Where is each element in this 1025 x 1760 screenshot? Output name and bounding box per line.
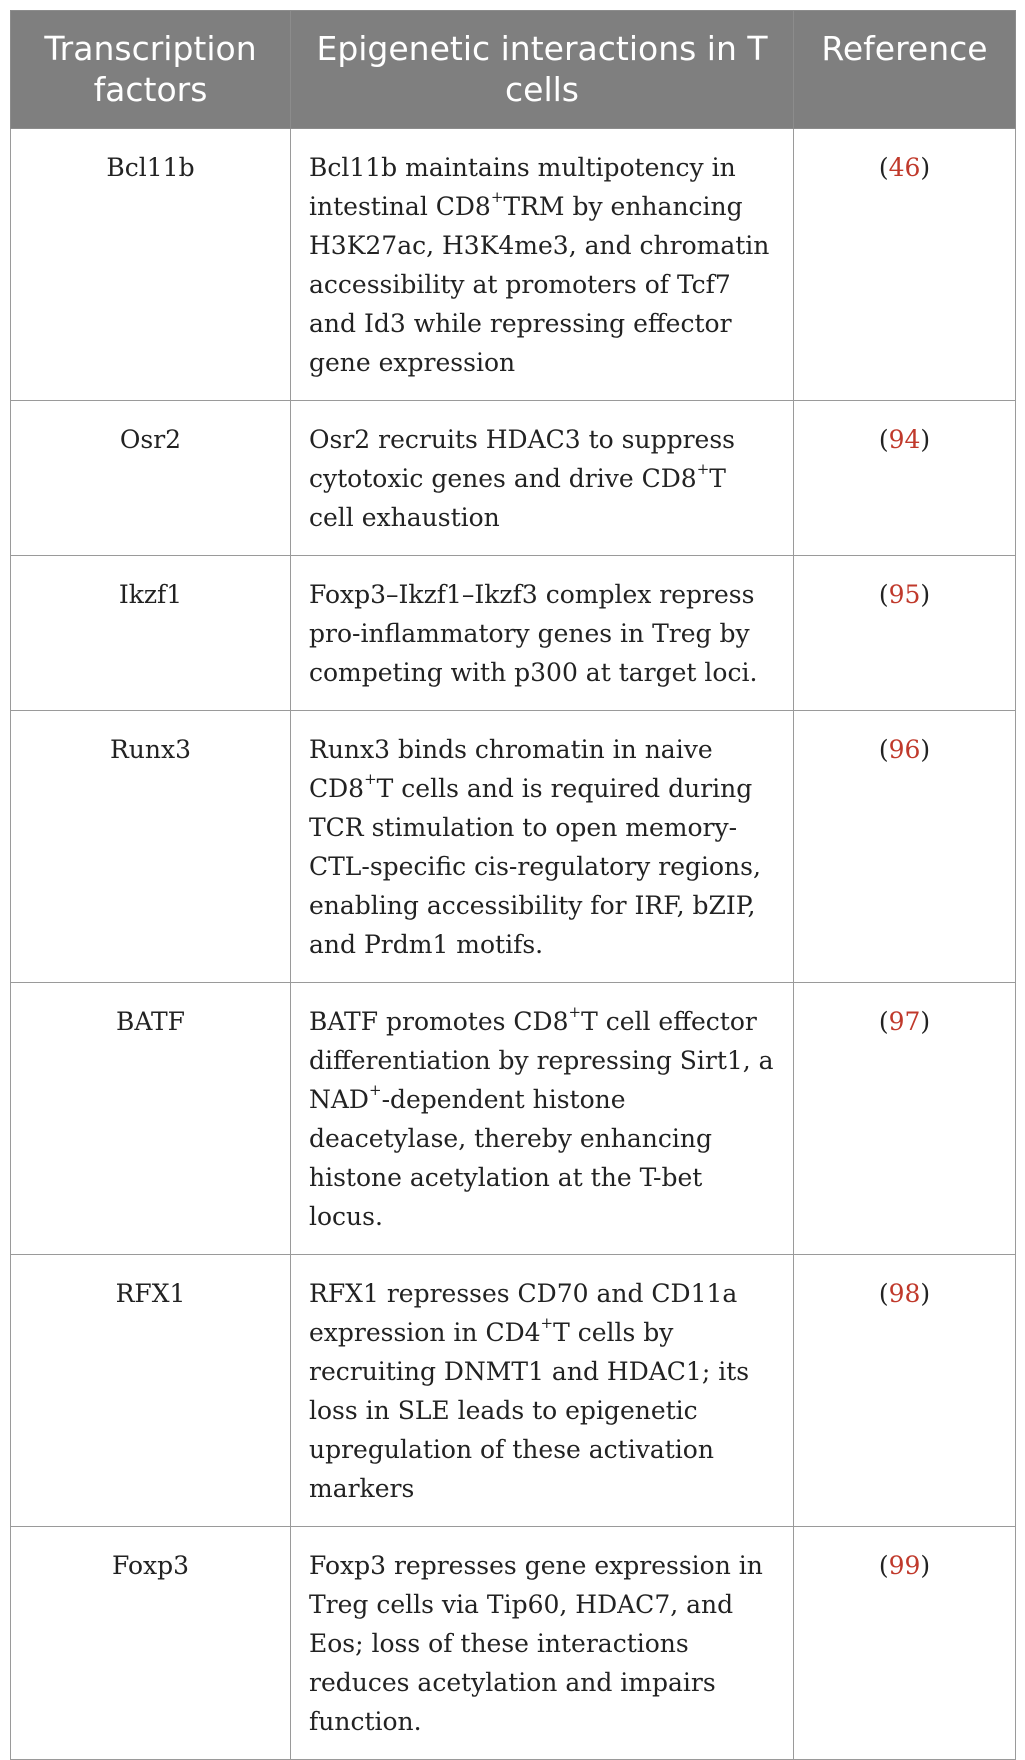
paren-close: )	[920, 1551, 931, 1580]
superscript: +	[490, 187, 504, 206]
table-row	[11, 711, 1016, 983]
transcription-factor-cell: Osr2	[11, 401, 291, 556]
table-row	[11, 401, 1016, 556]
paren-open: (	[878, 735, 889, 764]
paren-close: )	[920, 1279, 931, 1308]
paren-open: (	[878, 1551, 889, 1580]
transcription-factor-cell: Bcl11b	[11, 129, 291, 401]
table-row	[11, 129, 1016, 401]
transcription-factor-cell: Foxp3	[11, 1527, 291, 1760]
description-text: T cell effector differentiation by repressing Sirt1, a NAD	[309, 1007, 774, 1114]
paren-open: (	[878, 1279, 889, 1308]
superscript: +	[696, 459, 710, 478]
paren-close: )	[920, 425, 931, 454]
reference-link[interactable]: 46	[888, 153, 921, 182]
reference-link[interactable]: 97	[888, 1007, 921, 1036]
description-cell	[291, 983, 794, 1255]
description-cell	[291, 401, 794, 556]
paren-close: )	[920, 1007, 931, 1036]
transcription-factor-cell: Ikzf1	[11, 556, 291, 711]
description-cell	[291, 1527, 794, 1760]
paren-open: (	[878, 580, 889, 609]
header-row	[11, 11, 1016, 129]
superscript: +	[540, 1313, 554, 1332]
description-cell	[291, 556, 794, 711]
table-row	[11, 556, 1016, 711]
description-cell	[291, 1255, 794, 1527]
reference-link[interactable]: 99	[888, 1551, 921, 1580]
table-row	[11, 1255, 1016, 1527]
description-text: Runx3 binds chromatin in naive CD8	[309, 735, 713, 803]
reference-cell	[794, 556, 1016, 711]
description-text: T cells and is required during TCR stimulation to open memory-CTL-specific cis-regulatory regions, enabling accessibility for IRF, bZIP, and Prdm1 motifs.	[309, 774, 761, 959]
paren-close: )	[920, 580, 931, 609]
table-row	[11, 1527, 1016, 1760]
paren-open: (	[878, 1007, 889, 1036]
description-text: T cells by recruiting DNMT1 and HDAC1; its loss in SLE leads to epigenetic upregulation of these activation markers	[309, 1318, 750, 1503]
table-row	[11, 983, 1016, 1255]
description-text: Osr2 recruits HDAC3 to suppress cytotoxic genes and drive CD8	[309, 425, 736, 493]
paren-close: )	[920, 153, 931, 182]
description-cell	[291, 129, 794, 401]
transcription-factor-cell: RFX1	[11, 1255, 291, 1527]
reference-cell	[794, 983, 1016, 1255]
description-cell	[291, 711, 794, 983]
epigenetic-interactions-table	[10, 10, 1016, 1760]
description-text: TRM by enhancing H3K27ac, H3K4me3, and chromatin accessibility at promoters of Tcf7 and Id3 while repressing effector gene expression	[309, 192, 770, 377]
header-transcription-factors: Transcription factors	[11, 11, 291, 129]
reference-link[interactable]: 96	[888, 735, 921, 764]
superscript: +	[568, 1002, 582, 1021]
description-text: -dependent histone deacetylase, thereby enhancing histone acetylation at the T-bet locus.	[309, 1085, 712, 1231]
reference-link[interactable]: 94	[888, 425, 921, 454]
superscript: +	[364, 769, 377, 788]
paren-close: )	[920, 735, 931, 764]
header-epigenetic-interactions: Epigenetic interactions in T cells	[291, 11, 794, 129]
description-text: T cell exhaustion	[309, 464, 726, 532]
reference-cell	[794, 711, 1016, 983]
description-text: BATF promotes CD8	[309, 1007, 569, 1036]
reference-cell	[794, 1255, 1016, 1527]
transcription-factor-cell: Runx3	[11, 711, 291, 983]
table-body	[11, 129, 1016, 1760]
description-text: RFX1 represses CD70 and CD11a expression in CD4	[309, 1279, 738, 1347]
description-text: Bcl11b maintains multipotency in intestinal CD8	[309, 153, 736, 221]
description-text: Foxp3–Ikzf1–Ikzf3 complex repress pro-inflammatory genes in Treg by competing with p300 at target loci.	[309, 580, 758, 687]
reference-link[interactable]: 95	[888, 580, 921, 609]
reference-cell	[794, 401, 1016, 556]
reference-cell	[794, 129, 1016, 401]
reference-link[interactable]: 98	[888, 1279, 921, 1308]
paren-open: (	[878, 425, 889, 454]
description-text: Foxp3 represses gene expression in Treg cells via Tip60, HDAC7, and Eos; loss of these interactions reduces acetylation and impairs function.	[309, 1551, 763, 1736]
transcription-factor-cell: BATF	[11, 983, 291, 1255]
reference-cell	[794, 1527, 1016, 1760]
paren-open: (	[878, 153, 889, 182]
header-reference: Reference	[794, 11, 1016, 129]
superscript: +	[368, 1080, 382, 1099]
